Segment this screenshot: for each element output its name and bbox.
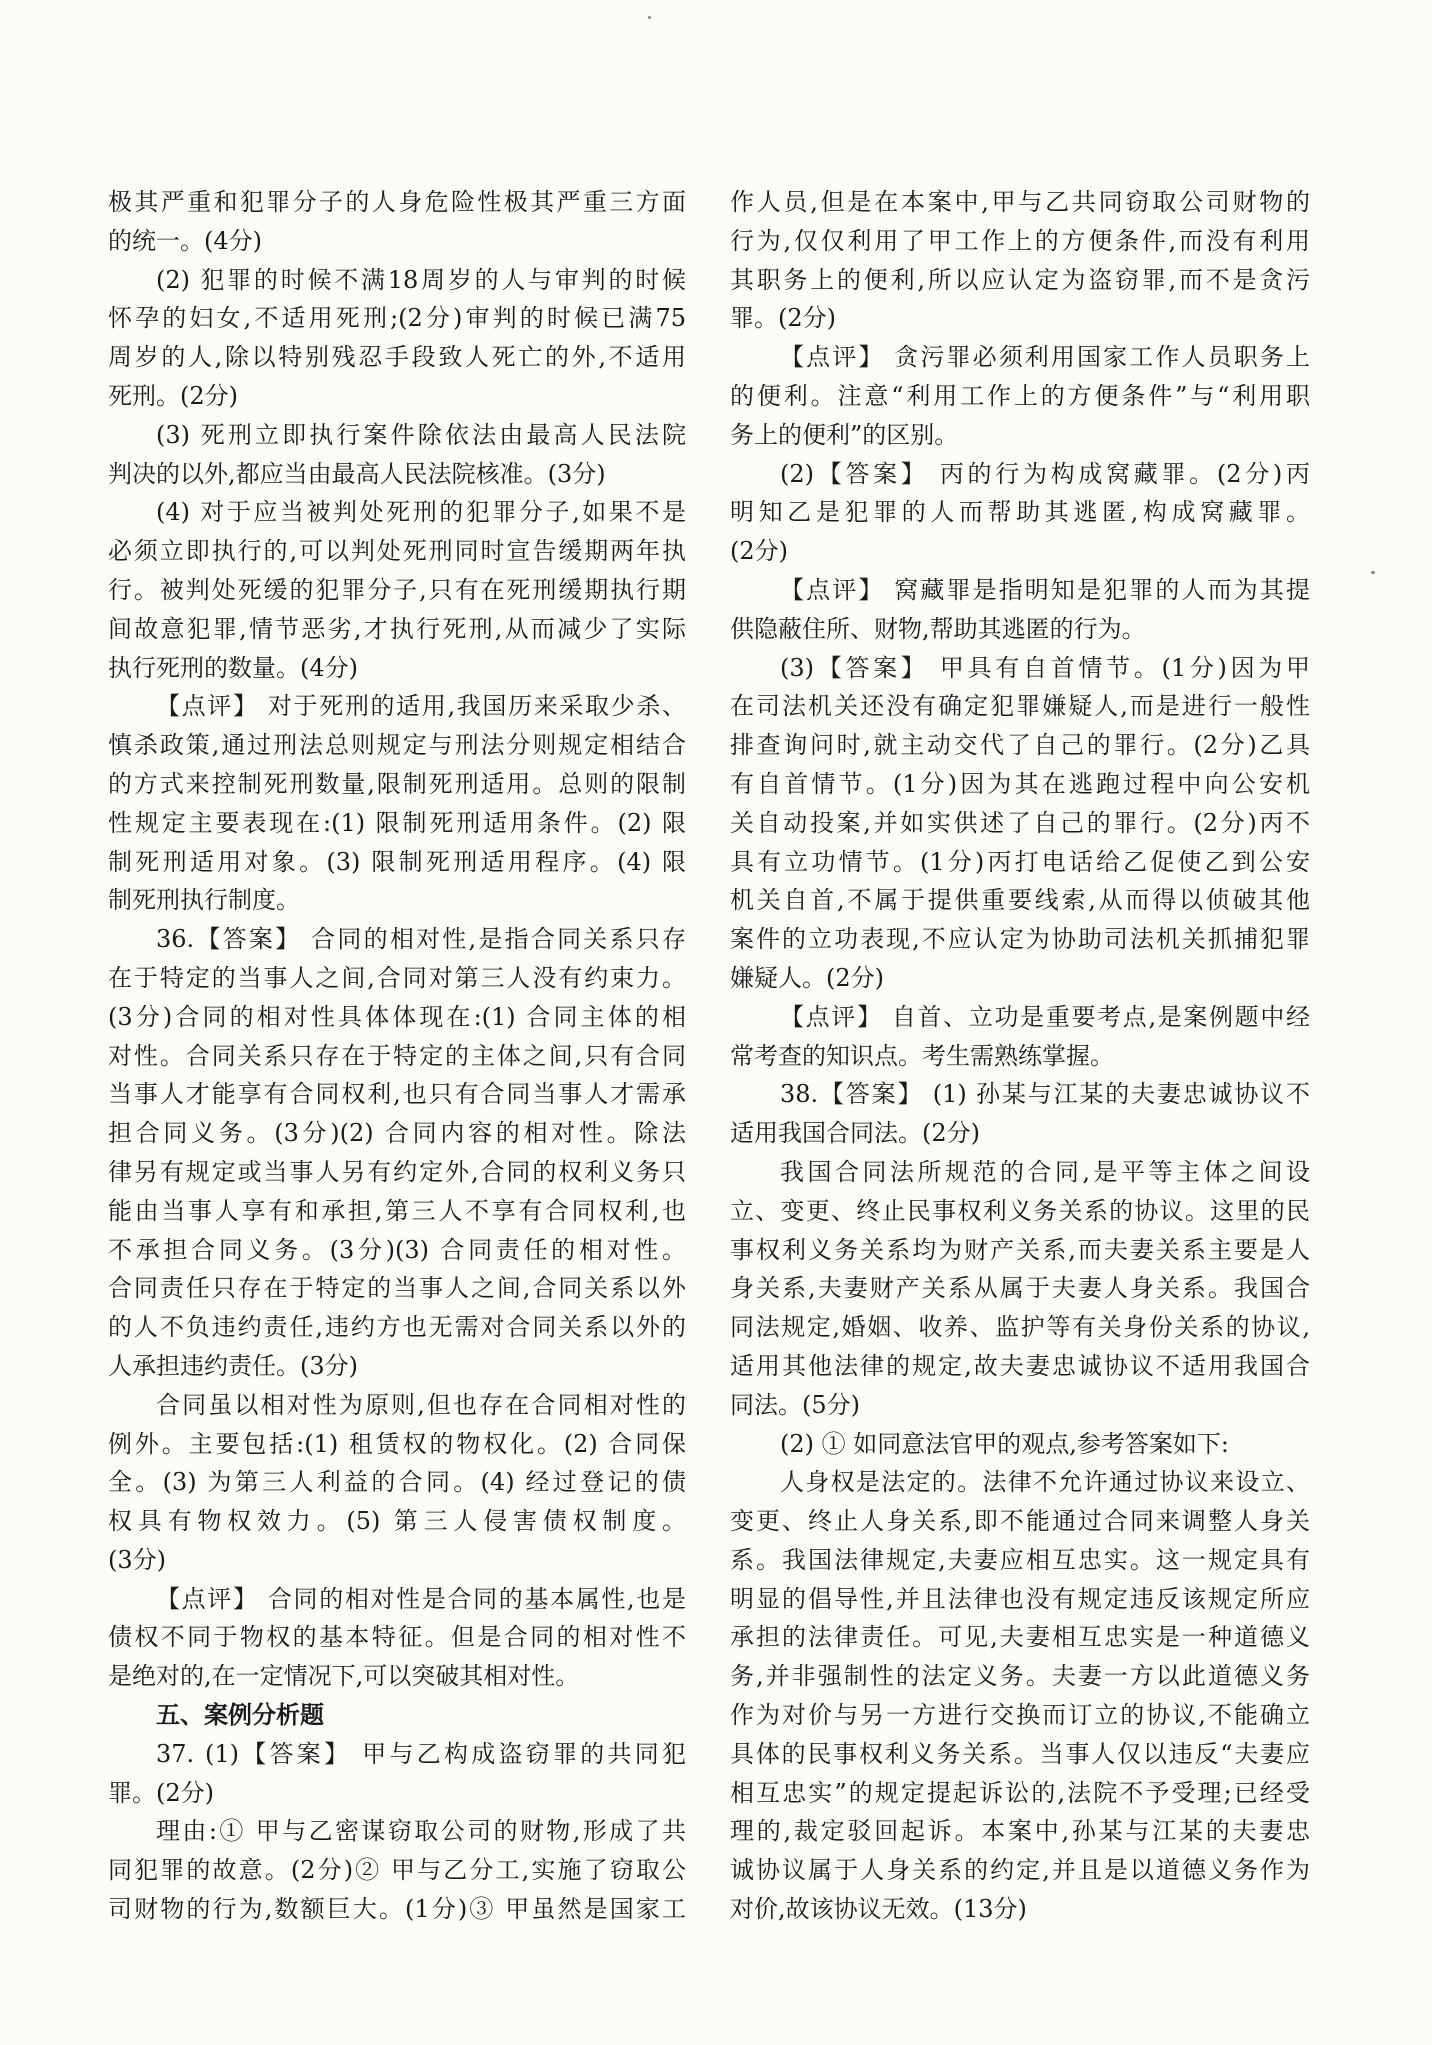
text-line: 作人员,但是在本案中,甲与乙共同窃取公司财物的	[730, 188, 1310, 216]
text-line: 常考查的知识点。考生需熟练掌握。	[730, 1041, 1114, 1070]
section-heading: 五、案例分析题	[156, 1700, 324, 1730]
text-line: 判决的以外,都应当由最高人民法院核准。(3分)	[108, 459, 606, 488]
text-line: 理的,裁定驳回起诉。本案中,孙某与江某的夫妻忠	[730, 1817, 1310, 1846]
text-line: 对价,故该协议无效。(13分)	[730, 1895, 1027, 1924]
text-line: 37. (1)【答案】 甲与乙构成盗窃罪的共同犯	[156, 1739, 686, 1768]
text-line: 当事人才能享有合同权利,也只有合同当事人才需承	[108, 1080, 686, 1109]
text-line: 债权不同于物权的基本特征。但是合同的相对性不	[108, 1623, 686, 1652]
text-line: 执行死刑的数量。(4分)	[108, 653, 358, 682]
scan-speck	[648, 16, 651, 19]
text-line: 怀孕的妇女,不适用死刑;(2分)审判的时候已满75	[108, 304, 686, 333]
text-line: 罪。(2分)	[730, 304, 836, 333]
text-line: 有自首情节。(1分)因为其在逃跑过程中向公安机	[730, 769, 1310, 798]
text-line: 的方式来控制死刑数量,限制死刑适用。总则的限制	[108, 769, 686, 798]
text-line: 具有立功情节。(1分)丙打电话给乙促使乙到公安	[730, 847, 1310, 876]
text-line: 司财物的行为,数额巨大。(1分)③ 甲虽然是国家工	[108, 1895, 686, 1924]
text-line: 人身权是法定的。法律不允许通过协议来设立、	[780, 1468, 1310, 1497]
text-line: 是绝对的,在一定情况下,可以突破其相对性。	[108, 1662, 580, 1691]
text-line: 【点评】 贪污罪必须利用国家工作人员职务上	[780, 343, 1310, 372]
text-line: (2)【答案】 丙的行为构成窝藏罪。(2分)丙	[780, 459, 1310, 488]
text-line: 行为,仅仅利用了甲工作上的方便条件,而没有利用	[730, 226, 1310, 255]
text-line: 供隐蔽住所、财物,帮助其逃匿的行为。	[730, 614, 1146, 643]
text-line: 必须立即执行的,可以判处死刑同时宣告缓期两年执	[108, 537, 686, 566]
text-line: 不承担合同义务。(3分)(3) 合同责任的相对性。	[108, 1235, 686, 1264]
text-line: 机关自首,不属于提供重要线索,从而得以侦破其他	[730, 886, 1310, 915]
text-line: 理由:① 甲与乙密谋窃取公司的财物,形成了共	[156, 1817, 686, 1846]
text-line: 【点评】 对于死刑的适用,我国历来采取少杀、	[156, 692, 686, 721]
text-line: 【点评】 自首、立功是重要考点,是案例题中经	[780, 1002, 1310, 1031]
text-line: 权具有物权效力。(5) 第三人侵害债权制度。	[108, 1507, 686, 1536]
text-line: 行。被判处死缓的犯罪分子,只有在死刑缓期执行期	[108, 575, 686, 604]
text-line: (4) 对于应当被判处死刑的犯罪分子,如果不是	[156, 498, 686, 527]
text-line: 罪。(2分)	[108, 1778, 214, 1807]
text-line: 变更、终止人身关系,即不能通过合同来调整人身关	[730, 1507, 1310, 1536]
text-line: 制死刑适用对象。(3) 限制死刑适用程序。(4) 限	[108, 847, 686, 876]
text-line: 身关系,夫妻财产关系从属于夫妻人身关系。我国合	[730, 1274, 1310, 1303]
text-line: (2) ① 如同意法官甲的观点,参考答案如下:	[780, 1429, 1229, 1458]
text-line: 嫌疑人。(2分)	[730, 963, 884, 992]
text-line: 【点评】 合同的相对性是合同的基本属性,也是	[156, 1584, 686, 1613]
text-line: (2) 犯罪的时候不满18周岁的人与审判的时候	[156, 265, 686, 294]
text-line: 制死刑执行制度。	[108, 886, 300, 915]
text-line: 全。(3) 为第三人利益的合同。(4) 经过登记的债	[108, 1468, 686, 1497]
text-line: 在司法机关还没有确定犯罪嫌疑人,而是进行一般性	[730, 692, 1310, 721]
text-line: 对性。合同关系只存在于特定的主体之间,只有合同	[108, 1041, 686, 1070]
text-line: 合同虽以相对性为原则,但也存在合同相对性的	[156, 1390, 686, 1419]
text-line: 务上的便利”的区别。	[730, 420, 959, 449]
text-line: 作为对价与另一方进行交换而订立的协议,不能确立	[730, 1701, 1310, 1730]
text-line: 务,并非强制性的法定义务。夫妻一方以此道德义务	[730, 1662, 1310, 1691]
text-line: 其职务上的便利,所以应认定为盗窃罪,而不是贪污	[730, 265, 1310, 294]
text-line: 极其严重和犯罪分子的人身危险性极其严重三方面	[108, 188, 686, 216]
right-column	[730, 183, 1310, 1929]
text-line: 具体的民事权利义务关系。当事人仅以违反“夫妻应	[730, 1739, 1310, 1768]
text-line: 例外。主要包括:(1) 租赁权的物权化。(2) 合同保	[108, 1429, 686, 1458]
text-line: 关自动投案,并如实供述了自己的罪行。(2分)丙不	[730, 808, 1310, 837]
text-line: 性规定主要表现在:(1) 限制死刑适用条件。(2) 限	[108, 808, 686, 837]
text-line: 的人不负违约责任,违约方也无需对合同关系以外的	[108, 1313, 686, 1342]
text-line: 相互忠实”的规定提起诉讼的,法院不予受理;已经受	[730, 1778, 1310, 1807]
text-line: 36.【答案】 合同的相对性,是指合同关系只存	[156, 925, 686, 954]
text-line: 的统一。(4分)	[108, 226, 262, 255]
text-line: 【点评】 窝藏罪是指明知是犯罪的人而为其提	[780, 575, 1310, 604]
text-line: 承担的法律责任。可见,夫妻相互忠实是一种道德义	[730, 1623, 1310, 1652]
text-line: 明知乙是犯罪的人而帮助其逃匿,构成窝藏罪。	[730, 498, 1310, 527]
text-line: 同犯罪的故意。(2分)② 甲与乙分工,实施了窃取公	[108, 1856, 686, 1885]
left-column	[108, 183, 686, 1929]
text-line: 律另有规定或当事人另有约定外,合同的权利义务只	[108, 1157, 686, 1186]
text-line: 在于特定的当事人之间,合同对第三人没有约束力。	[108, 963, 686, 992]
text-line: 立、变更、终止民事权利义务关系的协议。这里的民	[730, 1196, 1310, 1225]
text-line: 系。我国法律规定,夫妻应相互忠实。这一规定具有	[730, 1545, 1310, 1574]
text-line: (3) 死刑立即执行案件除依法由最高人民法院	[156, 420, 686, 449]
text-line: 同法。(5分)	[730, 1390, 860, 1419]
text-line: 死刑。(2分)	[108, 381, 238, 410]
text-line: 的便利。注意“利用工作上的方便条件”与“利用职	[730, 381, 1310, 410]
text-line: 38.【答案】 (1) 孙某与江某的夫妻忠诚协议不	[780, 1080, 1310, 1109]
text-line: (3分)合同的相对性具体体现在:(1) 合同主体的相	[108, 1002, 686, 1031]
text-line: 我国合同法所规范的合同,是平等主体之间设	[780, 1157, 1310, 1186]
text-line: 适用我国合同法。(2分)	[730, 1119, 980, 1148]
text-line: 适用其他法律的规定,故夫妻忠诚协议不适用我国合	[730, 1351, 1310, 1380]
text-line: 合同责任只存在于特定的当事人之间,合同关系以外	[108, 1274, 686, 1303]
text-line: 周岁的人,除以特别残忍手段致人死亡的外,不适用	[108, 343, 686, 372]
text-line: 事权利义务关系均为财产关系,而夫妻关系主要是人	[730, 1235, 1310, 1264]
text-line: 慎杀政策,通过刑法总则规定与刑法分则规定相结合	[108, 731, 686, 760]
text-line: 排查询问时,就主动交代了自己的罪行。(2分)乙具	[730, 731, 1310, 760]
text-line: 诚协议属于人身关系的约定,并且是以道德义务作为	[730, 1856, 1310, 1885]
text-line: 人承担违约责任。(3分)	[108, 1351, 358, 1380]
text-line: 能由当事人享有和承担,第三人不享有合同权利,也	[108, 1196, 686, 1225]
text-line: 明显的倡导性,并且法律也没有规定违反该规定所应	[730, 1584, 1310, 1613]
text-line: 案件的立功表现,不应认定为协助司法机关抓捕犯罪	[730, 925, 1310, 954]
text-line: (2分)	[730, 537, 788, 566]
scan-speck	[1371, 571, 1375, 574]
text-line: 间故意犯罪,情节恶劣,才执行死刑,从而减少了实际	[108, 614, 686, 643]
text-line: 同法规定,婚姻、收养、监护等有关身份关系的协议,	[730, 1313, 1310, 1342]
text-line: (3分)	[108, 1545, 166, 1574]
text-line: (3)【答案】 甲具有自首情节。(1分)因为甲	[780, 653, 1310, 682]
text-line: 担合同义务。(3分)(2) 合同内容的相对性。除法	[108, 1119, 686, 1148]
